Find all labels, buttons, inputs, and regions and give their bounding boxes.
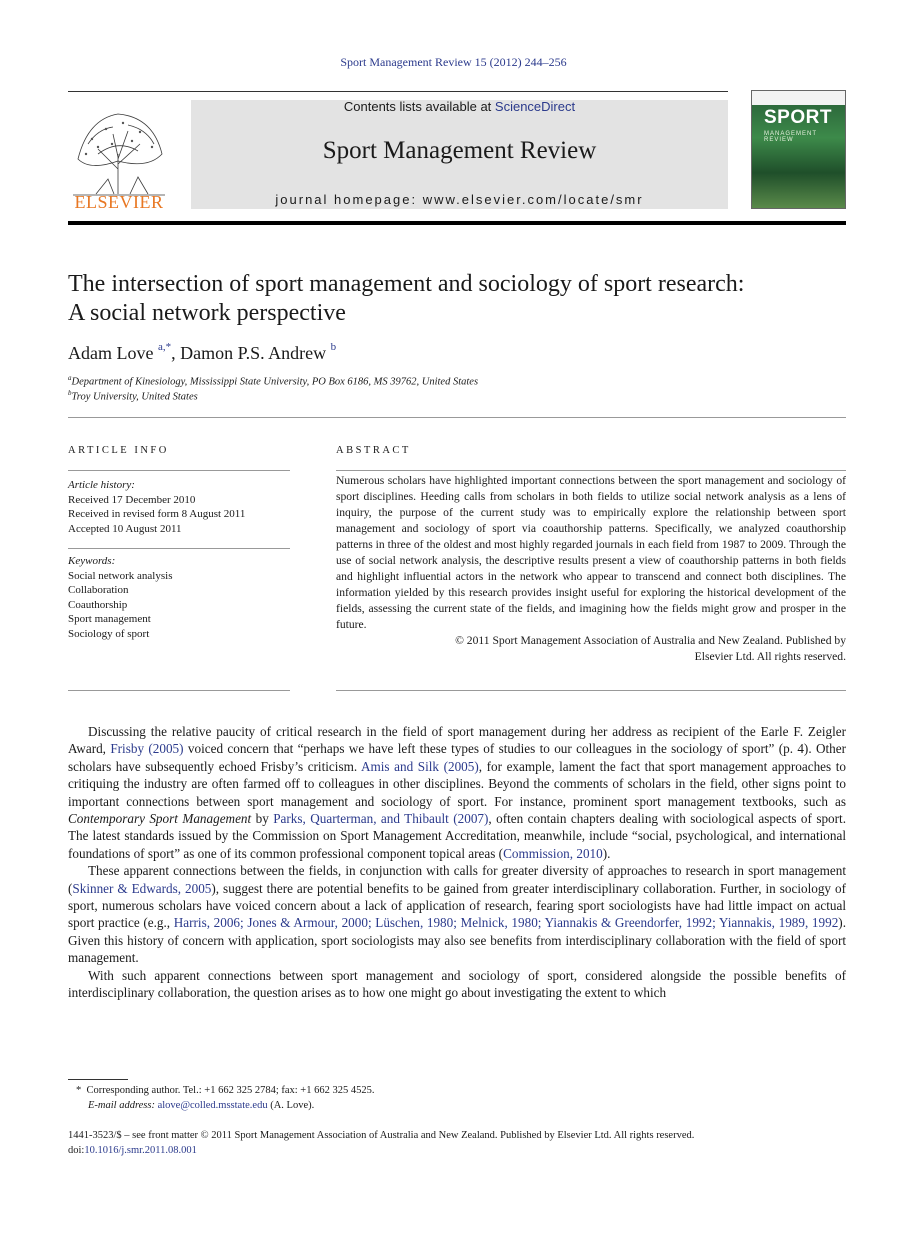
keyword: Coauthorship xyxy=(68,598,128,611)
title-line-2: A social network perspective xyxy=(68,300,346,326)
divider xyxy=(336,690,846,691)
sciencedirect-link[interactable]: ScienceDirect xyxy=(494,99,576,114)
citation-link[interactable]: Harris, 2006; Jones & Armour, 2000; Lüschen, 1980; Melnick, 1980; Yiannakis & Greendorfer, 1992; Yiannakis, 1989, 1992 xyxy=(173,915,839,931)
paragraph-text: ). Given this history of concern with application, sport sociologists may also see benefits from interdisciplinary collaboration with the field of sport management. xyxy=(68,915,846,966)
doi-label: doi: xyxy=(68,1145,85,1156)
abstract-body xyxy=(336,473,846,665)
issn-line: 1441-3523/$ – see front matter © 2011 Sport Management Association of Australia and New Zealand. Published by Elsevier Ltd. All rights reserved. xyxy=(68,1130,695,1141)
homepage-prefix: journal homepage: xyxy=(275,192,423,207)
paragraph-text: , for example, lament the fact that sport management approaches to critiquing the industry are often farmed off to colleagues in other disciplines. Beyond the comments of scholars in the field, other signs point to important connections between sport management and sociology of sport. For instance, prominent sport management textbooks, such as xyxy=(68,758,846,809)
contents-line xyxy=(191,99,728,114)
abstract-copyright-2: Elsevier Ltd. All rights reserved. xyxy=(694,650,846,663)
accepted-date: Accepted 10 August 2011 xyxy=(68,522,182,535)
keyword: Sociology of sport xyxy=(68,627,150,640)
author-list xyxy=(68,343,336,364)
divider xyxy=(68,690,290,691)
title-line-1: The intersection of sport management and sociology of sport research: xyxy=(68,271,745,297)
author-name: Adam Love xyxy=(68,343,154,363)
history-label: Article history: xyxy=(68,479,135,491)
doi-line xyxy=(68,1143,197,1158)
citation-link[interactable]: Parks, Quarterman, and Thibault (2007) xyxy=(273,811,489,827)
email-suffix: (A. Love). xyxy=(267,1100,315,1111)
article-history xyxy=(68,478,290,536)
elsevier-logo: ELSEVIER xyxy=(74,192,164,212)
author-affiliation-marker[interactable]: b xyxy=(330,341,337,353)
journal-homepage xyxy=(191,192,728,207)
paragraph-text: , often contain chapters dealing with sociological aspects of sport. The latest standards issued by the Commission on Sport Management Accreditation, meanwhile, include “social, psychological, and international foundations of sport” as one of its common professional component topical areas ( xyxy=(68,811,847,861)
revised-date: Received in revised form 8 August 2011 xyxy=(68,508,246,520)
footnote-rule xyxy=(68,1079,128,1080)
divider xyxy=(68,417,846,418)
header-rule-top xyxy=(68,91,728,92)
email-link[interactable]: alove@colled.msstate.edu xyxy=(157,1100,268,1111)
paragraph-text: voiced concern that “perhaps we have left these types of studies to our colleagues in the sociology of sport” (p. 4). Other scholars have subsequently echoed Frisby’s criticism. xyxy=(68,741,846,774)
citation-link[interactable]: Amis and Silk (2005) xyxy=(360,758,479,774)
citation-link[interactable]: Commission, 2010 xyxy=(503,845,603,861)
article-info-heading: ARTICLE INFO xyxy=(68,445,169,456)
homepage-link[interactable]: www.elsevier.com/locate/smr xyxy=(422,192,644,207)
paragraph-text: by xyxy=(251,811,274,827)
paragraph-text: With such apparent connections between sport management and sociology of sport, considered alongside the possible benefits of interdisciplinary collaboration, the question arises as to how one might go about investigating the extent to which xyxy=(68,967,846,1001)
journal-name: Sport Management Review xyxy=(322,137,597,164)
affiliation-text: Department of Kinesiology, Mississippi State University, PO Box 6186, MS 39762, United States xyxy=(71,376,479,388)
italic-text: Contemporary Sport Management xyxy=(68,811,252,827)
keyword: Collaboration xyxy=(68,584,129,596)
footnote-marker: * xyxy=(76,1085,82,1096)
keyword: Sport management xyxy=(68,613,151,625)
affiliation-text: Troy University, United States xyxy=(71,391,198,403)
affiliation-b xyxy=(68,389,198,403)
email-footnote xyxy=(88,1098,314,1113)
affiliation-marker: b xyxy=(68,389,72,397)
citation-link[interactable]: Skinner & Edwards, 2005 xyxy=(72,880,212,896)
body-paragraph xyxy=(68,967,846,1002)
keywords-label: Keywords: xyxy=(68,555,116,567)
received-date: Received 17 December 2010 xyxy=(68,493,196,506)
author-separator: , xyxy=(171,343,181,363)
cover-title: SPORT xyxy=(764,107,832,128)
paragraph-text: Discussing the relative paucity of critical research in the field of sport management during her address as recipient of the Earle F. Zeigler Award, xyxy=(68,724,846,757)
paragraph-text: ), suggest there are potential benefits to be gained from greater interdisciplinary collaboration. Further, in sociology of sport, numerous scholars have voiced concern about a lack of application of research, fearing sport sociologists have had little impact on actual sport practice (e.g., xyxy=(68,880,846,931)
citation-link[interactable]: Frisby (2005) xyxy=(110,741,184,757)
email-label: E-mail address: xyxy=(88,1100,158,1111)
divider xyxy=(336,470,846,471)
keywords-block xyxy=(68,554,290,641)
article-body xyxy=(68,723,846,1002)
paragraph-text: ). xyxy=(602,845,611,861)
affiliation-a xyxy=(68,374,478,388)
doi-link[interactable]: 10.1016/j.smr.2011.08.001 xyxy=(84,1145,197,1156)
article-title xyxy=(68,270,858,328)
header-rule-thick xyxy=(68,221,846,225)
abstract-text: Numerous scholars have highlighted important connections between the sport management and sociology of sport disciplines. Heeding calls from scholars in both fields to utilize social network analysis as a lens of inquiry, the purpose of the current study was to empirically explore the relationship between sport management and sociology of sport via coauthorship patterns. Specifically, we analyzed coauthorship patterns in three of the oldest and most highly regarded journals in each field from 1987 to 2009. Through the use of social network analysis, the descriptive results present a view of coauthorship patterns in both fields and highlight influential actors in the network who appear to transcend and connect both disciplines. The information yielded by this research provides insight useful for exploring the historical development of the fields, assessing the current state of the fields, and imagining how the fields might grow and prosper in the future. xyxy=(336,474,846,631)
corresponding-footnote xyxy=(76,1083,374,1098)
journal-cover-image xyxy=(751,90,846,209)
corresponding-text: Corresponding author. Tel.: +1 662 325 2784; fax: +1 662 325 4525. xyxy=(86,1085,375,1096)
cover-subtitle: MANAGEMENT REVIEW xyxy=(764,131,817,143)
divider xyxy=(68,548,290,549)
divider xyxy=(68,470,290,471)
contents-prefix: Contents lists available at xyxy=(343,99,495,114)
abstract-heading: ABSTRACT xyxy=(336,445,411,456)
journal-citation[interactable]: Sport Management Review 15 (2012) 244–256 xyxy=(340,55,567,69)
paragraph-text: These apparent connections between the fields, in conjunction with calls for greater diversity of approaches to research in sport management ( xyxy=(68,863,846,896)
abstract-copyright-1: © 2011 Sport Management Association of Australia and New Zealand. Published by xyxy=(455,634,846,647)
author-name: Damon P.S. Andrew xyxy=(180,343,327,363)
body-paragraph xyxy=(68,862,846,966)
keyword: Social network analysis xyxy=(68,569,173,582)
author-affiliation-marker[interactable]: a,* xyxy=(157,341,172,353)
affiliation-marker: a xyxy=(68,374,72,382)
body-paragraph xyxy=(68,723,846,862)
